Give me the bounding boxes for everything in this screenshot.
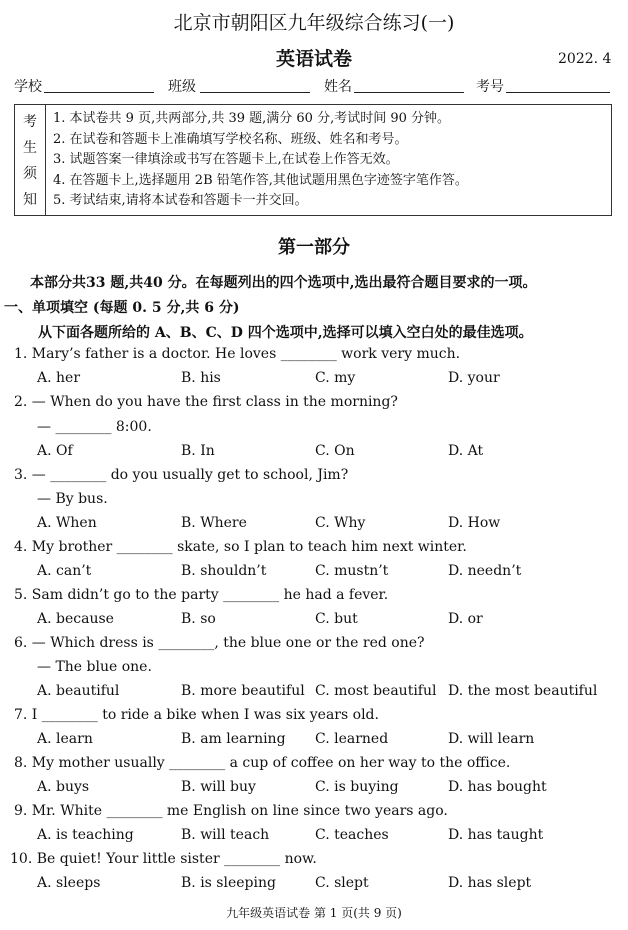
question-4-stem: 4. My brother ________ skate, so I plan to teach him next winter. <box>14 539 467 555</box>
option-a: A. her <box>37 370 81 386</box>
part-intro: 本部分共33 题,共40 分。在每题列出的四个选项中,选出最符合题目要求的一项。 <box>30 275 537 291</box>
option-d: D. has bought <box>448 779 547 795</box>
option-a: A. When <box>37 515 97 531</box>
notice-rule: 2. 在试卷和答题卡上准确填写学校名称、班级、姓名和考号。 <box>53 131 408 147</box>
exam-subtitle: 英语试卷 <box>275 48 352 70</box>
exam-notice-box <box>14 104 612 216</box>
option-c: C. learned <box>315 731 389 747</box>
option-b: B. so <box>181 611 216 627</box>
question-8-stem: 8. My mother usually ________ a cup of coffee on her way to the office. <box>14 755 511 771</box>
option-b: B. am learning <box>181 731 286 747</box>
option-c: C. teaches <box>315 827 389 843</box>
page-footer: 九年级英语试卷 第 1 页(共 9 页) <box>226 906 402 920</box>
option-b: B. is sleeping <box>181 875 276 891</box>
exam-number-label: 考号 <box>476 79 504 95</box>
option-a: A. buys <box>37 779 90 795</box>
option-d: D. has slept <box>448 875 532 891</box>
question-7-stem: 7. I ________ to ride a bike when I was six years old. <box>14 707 379 723</box>
exam-title: 北京市朝阳区九年级综合练习(一) <box>173 12 455 34</box>
option-c: C. mustn’t <box>315 563 389 579</box>
option-a: A. sleeps <box>37 875 101 891</box>
option-b: B. Where <box>181 515 247 531</box>
option-b: B. will teach <box>181 827 270 843</box>
option-d: D. How <box>448 515 501 531</box>
option-a: A. is teaching <box>37 827 134 843</box>
option-a: A. can’t <box>37 563 92 579</box>
option-d: D. has taught <box>448 827 544 843</box>
option-c: C. is buying <box>315 779 399 795</box>
option-c: C. On <box>315 443 355 459</box>
option-d: D. or <box>448 611 483 627</box>
question-5-stem: 5. Sam didn’t go to the party ________ he had a fever. <box>14 587 389 603</box>
question-2-reply: — ________ 8:00. <box>37 419 152 435</box>
notice-side-char: 考 <box>23 114 37 130</box>
option-b: B. his <box>181 370 221 386</box>
option-b: B. will buy <box>181 779 256 795</box>
notice-rule: 3. 试题答案一律填涂或书写在答题卡上,在试卷上作答无效。 <box>53 152 399 167</box>
notice-side-char: 生 <box>23 140 37 156</box>
notice-rules <box>53 109 468 212</box>
question-3-stem: 3. — ________ do you usually get to school, Jim? <box>14 467 349 483</box>
option-b: B. more beautiful <box>181 683 305 699</box>
student-info-line <box>14 76 614 98</box>
question-6-stem: 6. — Which dress is ________, the blue one or the red one? <box>14 635 425 651</box>
option-c: C. slept <box>315 875 369 891</box>
option-d: D. your <box>448 370 500 386</box>
notice-side-char: 知 <box>23 192 37 208</box>
option-d: D. the most beautiful <box>448 683 598 699</box>
class-blank <box>200 92 310 93</box>
section-instruction: 从下面各题所给的 A、B、C、D 四个选项中,选择可以填入空白处的最佳选项。 <box>38 325 533 341</box>
part-title: 第一部分 <box>278 237 350 258</box>
name-label: 姓名 <box>324 79 352 95</box>
option-c: C. but <box>315 611 358 627</box>
option-a: A. Of <box>37 443 73 459</box>
notice-rule: 4. 在答题卡上,选择题用 2B 铅笔作答,其他试题用黑色字迹签字笔作答。 <box>53 172 468 188</box>
option-a: A. learn <box>37 731 93 747</box>
school-blank <box>44 92 154 93</box>
option-d: D. needn’t <box>448 563 522 579</box>
notice-rule: 1. 本试卷共 9 页,共两部分,共 39 题,满分 60 分,考试时间 90 分钟。 <box>53 111 451 126</box>
school-label: 学校 <box>14 79 42 95</box>
exam-number-blank <box>506 92 610 93</box>
option-a: A. because <box>37 611 114 627</box>
option-b: B. shouldn’t <box>181 563 267 579</box>
class-label: 班级 <box>168 79 196 95</box>
question-1-stem: 1. Mary’s father is a doctor. He loves ________ work very much. <box>14 346 461 362</box>
notice-rule: 5. 考试结束,请将本试卷和答题卡一并交回。 <box>53 193 308 208</box>
exam-date: 2022. 4 <box>558 51 612 67</box>
notice-side-label <box>15 105 46 215</box>
option-a: A. beautiful <box>37 683 120 699</box>
section-title: 一、单项填空 (每题 0. 5 分,共 6 分) <box>4 300 240 316</box>
notice-side-char: 须 <box>23 166 37 182</box>
option-b: B. In <box>181 443 215 459</box>
option-c: C. most beautiful <box>315 683 437 699</box>
option-d: D. At <box>448 443 484 459</box>
question-10-stem: 10. Be quiet! Your little sister ________ now. <box>10 851 317 867</box>
question-3-reply: — By bus. <box>37 491 108 507</box>
option-c: C. my <box>315 370 356 386</box>
option-c: C. Why <box>315 515 366 531</box>
option-d: D. will learn <box>448 731 535 747</box>
question-6-reply: — The blue one. <box>37 659 152 675</box>
question-9-stem: 9. Mr. White ________ me English on line since two years ago. <box>14 803 448 819</box>
question-2-stem: 2. — When do you have the first class in the morning? <box>14 394 398 410</box>
name-blank <box>354 92 464 93</box>
